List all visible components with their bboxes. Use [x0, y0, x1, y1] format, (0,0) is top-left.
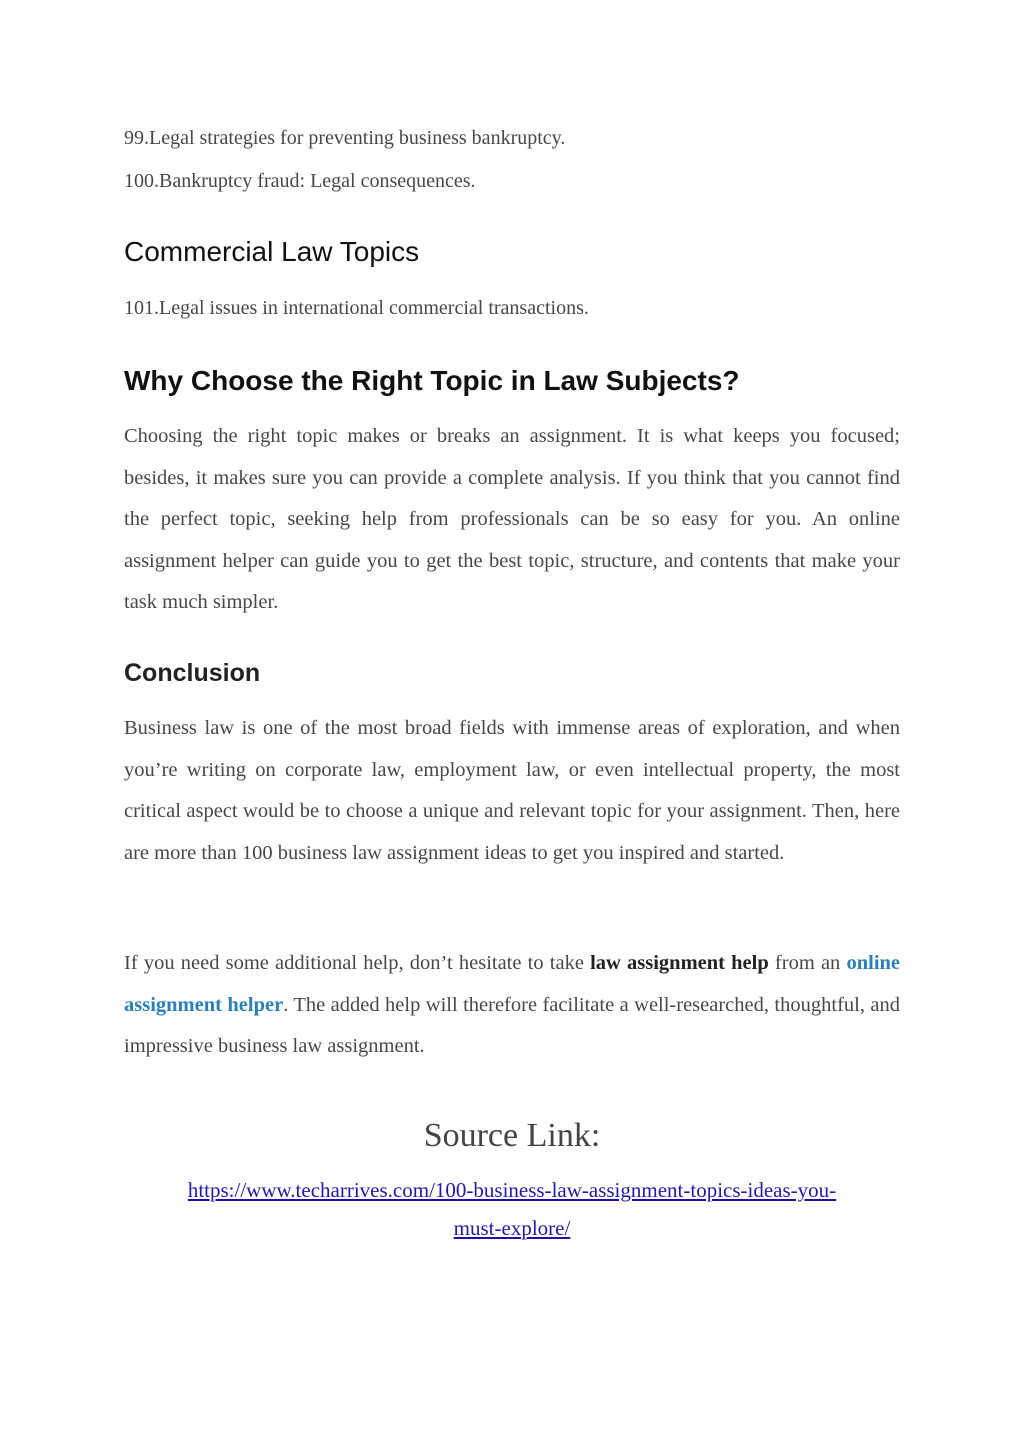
source-url-line-2[interactable]: must-explore/ — [453, 1216, 571, 1240]
additional-help-paragraph — [124, 943, 900, 1068]
help-text-pre: If you need some additional help, don’t hesitate to take — [124, 952, 591, 974]
conclusion-heading: Conclusion — [124, 659, 261, 687]
source-url-line-1[interactable]: https://www.techarrives.com/100-business-law-assignment-topics-ideas-you- — [187, 1178, 837, 1202]
conclusion-paragraph: Business law is one of the most broad fields with immense areas of exploration, and when you’re writing on corporate law, employment law, or even intellectual property, the most critical aspect would be to choose a unique and relevant topic for your assignment. Then, here are more than 100 business law assignment ideas to get you inspired and started. — [124, 717, 900, 864]
why-choose-heading: Why Choose the Right Topic in Law Subjects? — [124, 365, 740, 396]
list-item-100: 100.Bankruptcy fraud: Legal consequences. — [124, 170, 476, 192]
why-choose-paragraph: Choosing the right topic makes or breaks an assignment. It is what keeps you focused; besides, it makes sure you can provide a complete analysis. If you think that you cannot find the perfect topic, seeking help from professionals can be so easy for you. An online assignment helper can guide you to get the best topic, structure, and contents that make your task much simpler. — [124, 425, 900, 614]
source-url-link[interactable] — [104, 1171, 920, 1247]
help-text-post: . The added help will therefore facilitate a well-researched, thoughtful, and impressive business law assignment. — [124, 993, 901, 1058]
law-assignment-help-bold: law assignment help — [590, 952, 769, 974]
list-item-101: 101.Legal issues in international commercial transactions. — [124, 297, 589, 319]
source-link-title: Source Link: — [423, 1117, 601, 1154]
list-item-99: 99.Legal strategies for preventing business bankruptcy. — [124, 127, 566, 149]
commercial-law-heading: Commercial Law Topics — [124, 236, 420, 267]
help-text-mid: from an — [768, 952, 847, 974]
online-assignment-helper-link[interactable]: online assignment helper — [124, 952, 901, 1016]
